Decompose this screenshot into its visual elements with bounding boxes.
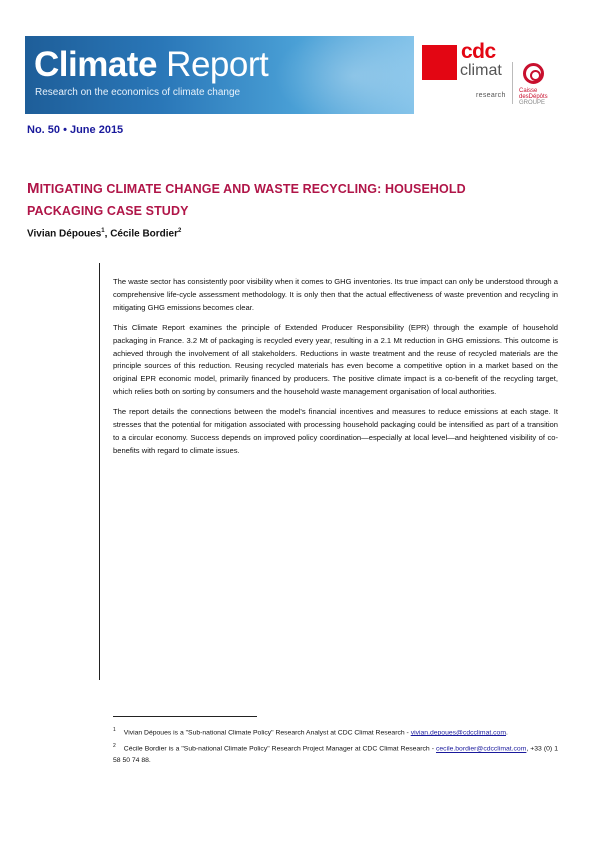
climat-logo-word: climat <box>460 62 502 79</box>
brand-word-climate: Climate <box>34 45 157 84</box>
author-2-footnote-mark[interactable]: 2 <box>178 228 182 234</box>
footnote-2-mark: 2 <box>113 743 116 750</box>
footnotes <box>113 725 558 769</box>
abstract <box>113 276 558 465</box>
research-logo-word: research <box>476 92 506 99</box>
footnote-2 <box>113 741 558 765</box>
footnote-rule <box>113 716 257 717</box>
caisse-depots-emblem-icon <box>523 63 544 84</box>
author-separator: , <box>104 228 111 240</box>
cdc-logo-word: cdc <box>461 40 496 63</box>
author-1-footnote-mark[interactable]: 1 <box>101 228 105 234</box>
title-line-1-text: ITIGATING CLIMATE CHANGE AND WASTE RECYCLING: HOUSEHOLD <box>39 182 466 196</box>
abstract-paragraph-3: The report details the connections between the model's financial incentives and measures to reduce emissions at each stage. It stresses that the potential for mitigation associated with processing household packaging could be intensified as part of a transition to a circular economy. Success depends on improved policy coordination—especially at local level—and heightened visibility of co-benefits with regard to climate issues. <box>113 407 558 455</box>
footnote-2-end: , +33 (0) 1 58 50 74 88. <box>113 745 558 764</box>
footnote-1 <box>113 725 558 738</box>
footnote-1-mark: 1 <box>113 727 116 733</box>
abstract-paragraph-2: This Climate Report examines the principle of Extended Producer Responsibility (EPR) through the example of household packaging in France. 3.2 Mt of packaging is recycled every year, resulting in a 2.1 Mt reduction in GHG emissions. This outcome is achieved through the involvement of all stakeholders. Reductions in waste treatment and the reuse of recycled materials are the principle sources of this reduction. Reusing recycled materials has even become a competitive option in a market based on the original EPR economic model, primarily financed by producers. The positive climate impact is a co-benefit of the recycling target, which relies both on sorting by consumers and the household waste management organisation of local authorities. <box>113 322 558 397</box>
abstract-paragraph-1: The waste sector has consistently poor visibility when it comes to GHG inventories. Its true impact can only be understood through a comprehensive life-cycle assessment methodology. It is only then that the actual effectiveness of waste prevention and recycling in mitigating GHG emissions becomes clear. <box>113 277 558 312</box>
footnote-2-email-link[interactable]: cecile.bordier@cdcclimat.com <box>436 745 527 753</box>
footnote-1-text: Vivian Dépoues is a "Sub-national Climate Policy" Research Analyst at CDC Climat Research - <box>123 729 411 737</box>
report-title <box>27 178 557 222</box>
author-1: Vivian Dépoues <box>27 228 102 240</box>
authors-line <box>27 228 181 239</box>
title-line-1 <box>27 178 557 200</box>
author-2: Cécile Bordier <box>110 228 179 240</box>
issue-number: No. 50 • June 2015 <box>27 124 124 136</box>
title-line-2: PACKAGING CASE STUDY <box>27 204 189 218</box>
footnote-2-text: Cécile Bordier is a "Sub-national Climate Policy" Research Project Manager at CDC Climat Research - <box>123 745 436 753</box>
cdc-logo-square <box>422 45 457 80</box>
caisse-depots-line2: desDépôts <box>519 94 548 100</box>
brand-subtitle: Research on the economics of climate change <box>35 87 241 98</box>
footnote-1-email-link[interactable]: vivian.depoues@cdcclimat.com <box>410 729 506 737</box>
caisse-depots-line3: GROUPE <box>519 100 546 106</box>
caisse-depots-line1: Caisse <box>519 88 538 94</box>
title-initial: M <box>27 180 40 197</box>
brand-title <box>34 45 268 85</box>
abstract-side-rule <box>99 263 100 680</box>
logo-divider <box>512 62 513 104</box>
footnote-1-end: . <box>506 729 508 737</box>
report-banner <box>25 36 414 114</box>
brand-word-report: Report <box>166 45 269 84</box>
